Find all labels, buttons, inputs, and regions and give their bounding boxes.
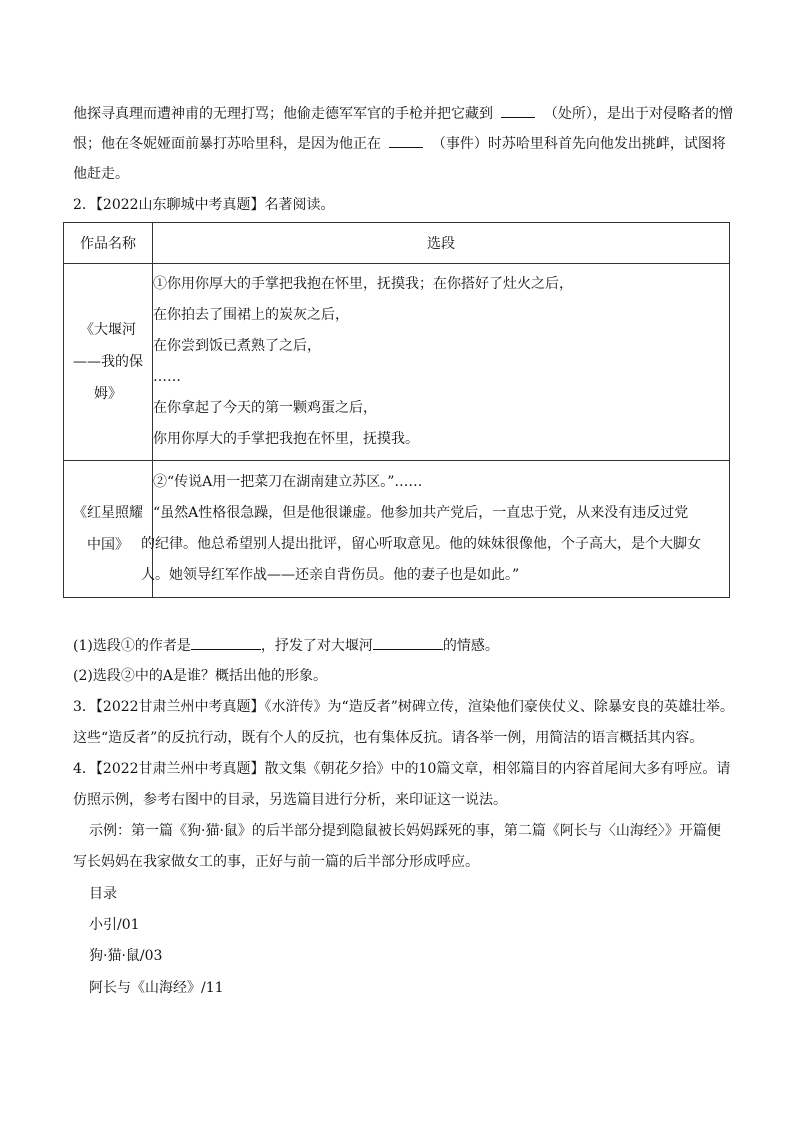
- excerpt-line: 在你拿起了今天的第一颗鸡蛋之后，: [153, 400, 377, 416]
- answer-blank: [373, 635, 443, 650]
- title-line: 《大堰河: [80, 322, 136, 338]
- intro-text: 他探寻真理而遭神甫的无理打骂；他偷走德军军官的手枪并把它藏到: [73, 106, 493, 122]
- toc-item: 小引/01: [89, 917, 140, 933]
- intro-line-1: [73, 103, 733, 124]
- title-line: ——我的保: [73, 354, 143, 370]
- title-line: 姆》: [94, 386, 122, 402]
- intro-line-3: 他赶走。: [73, 166, 129, 182]
- sub-question-2: (2)选段②中的A是谁？概括出他的形象。: [73, 668, 327, 684]
- excerpt-line: “虽然A性格很急躁，但是他很谦虚。他参加共产党后，一直忠于党，从来没有违反过党: [153, 505, 689, 521]
- intro-text: （事件）时苏哈里科首先向他发出挑衅，试图将: [431, 136, 726, 152]
- answer-blank: [389, 133, 423, 148]
- title-line: 《红星照耀: [73, 505, 143, 521]
- intro-line-2: [73, 133, 728, 154]
- work-title-red-star: [64, 461, 153, 598]
- example-line-2: 写长妈妈在我家做女工的事，正好与前一篇的后半部分形成呼应。: [73, 854, 479, 870]
- sub-question-text: ，抒发了对大堰河: [260, 638, 373, 654]
- toc-title: 目录: [89, 886, 117, 902]
- table-row: [64, 264, 730, 461]
- excerpt-line: 你用你厚大的手掌把我抱在怀里，抚摸我。: [153, 431, 419, 447]
- question-4-line-2: 仿照示例，参考右图中的目录，另选篇目进行分析，来印证这一说法。: [73, 792, 507, 808]
- excerpt-red-star: [141, 461, 730, 598]
- table-header-row: [64, 223, 730, 264]
- excerpt-dayanhe: [153, 264, 730, 461]
- question-2-heading: 2．【2022山东聊城中考真题】名著阅读。: [73, 197, 335, 213]
- sub-question-text: (1)选段①的作者是: [73, 638, 191, 654]
- sub-question-1: [73, 635, 728, 656]
- answer-blank: [501, 103, 535, 118]
- header-excerpt: 选段: [153, 223, 730, 264]
- question-3-line-1: 3．【2022甘肃兰州中考真题】《水浒传》为“造反者”树碑立传，渲染他们豪侠仗义、除暴安良的英雄壮举。: [73, 699, 734, 715]
- excerpt-line: ①你用你厚大的手掌把我抱在怀里，抚摸我；在你搭好了灶火之后，: [153, 276, 573, 292]
- excerpt-line: 在你尝到饭已煮熟了之后，: [153, 338, 321, 354]
- question-4-line-1: 4．【2022甘肃兰州中考真题】散文集《朝花夕拾》中的10篇文章，相邻篇目的内容首尾间大多有呼应。请: [73, 761, 731, 777]
- excerpt-line: 在你拍去了围裙上的炭灰之后，: [153, 307, 349, 323]
- example-line-1: 示例：第一篇《狗·猫·鼠》的后半部分提到隐鼠被长妈妈踩死的事，第二篇《阿长与〈山海经〉》开篇便: [89, 823, 721, 839]
- title-line: 中国》: [87, 537, 129, 553]
- toc-item: 狗·猫·鼠/03: [89, 948, 163, 964]
- excerpt-line: 的纪律。他总希望别人提出批评，留心听取意见。他的妹妹很像他，个子高大，是个大脚女: [141, 536, 701, 552]
- header-work-name: 作品名称: [64, 223, 153, 264]
- answer-blank: [191, 635, 261, 650]
- toc-item: 阿长与《山海经》/11: [89, 980, 224, 996]
- works-table: [63, 222, 730, 598]
- work-title-dayanhe: [64, 264, 153, 461]
- intro-text: 恨；他在冬妮娅面前暴打苏哈里科，是因为他正在: [73, 136, 381, 152]
- intro-text: （处所），是出于对侵略者的憎: [543, 106, 733, 122]
- table-row: [64, 461, 730, 598]
- excerpt-line: ……: [153, 369, 181, 385]
- excerpt-line: 人。她领导红军作战——还亲自背伤员。他的妻子也是如此。”: [141, 567, 520, 583]
- excerpt-line: ②“传说A用一把菜刀在湖南建立苏区。”……: [153, 474, 423, 490]
- question-3-line-2: 这些“造反者”的反抗行动，既有个人的反抗，也有集体反抗。请各举一例，用简洁的语言概括其内容。: [73, 730, 704, 746]
- sub-question-text: 的情感。: [442, 638, 499, 654]
